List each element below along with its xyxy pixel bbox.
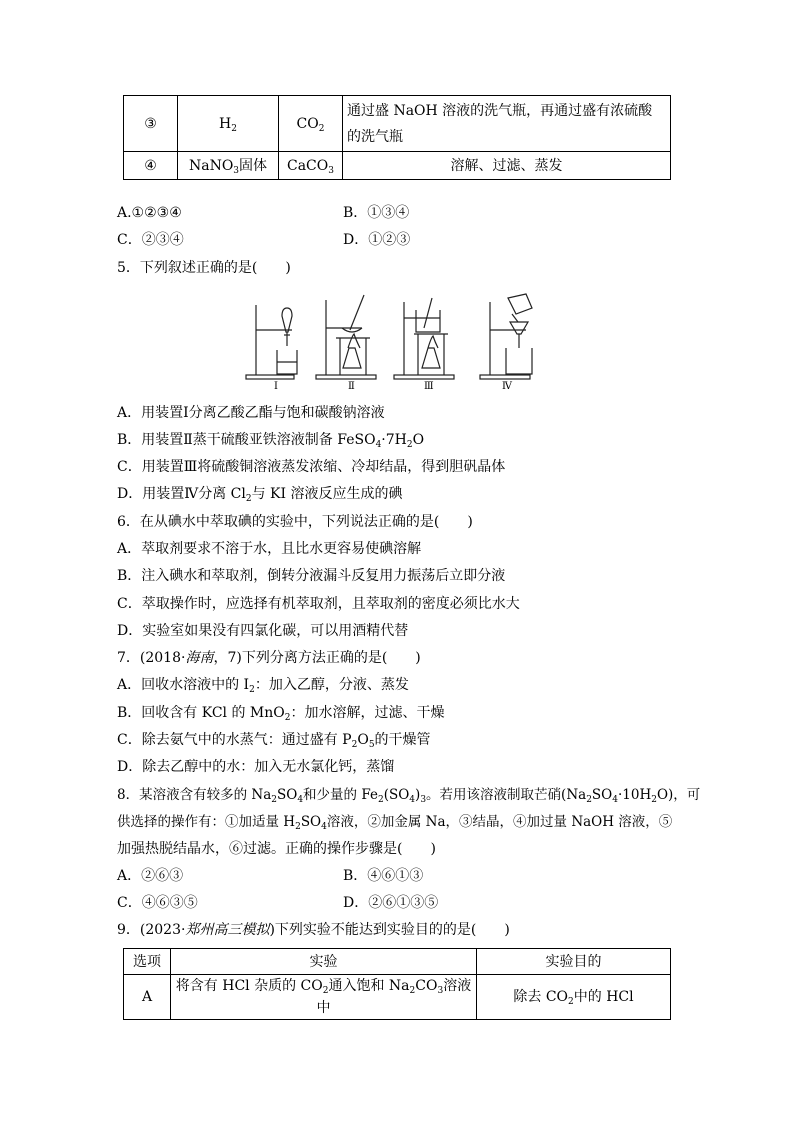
q9-stem: 9．(2023·郑州高三模拟)下列实验不能达到实验目的的是( ) xyxy=(117,922,510,938)
q4-option-c: C．②③④ xyxy=(117,232,184,248)
q5-option-d: D．用装置Ⅳ分离 $Cl_2$与 KI 溶液反应生成的碘 xyxy=(117,486,403,504)
q8-option-c: C．④⑥③⑤ xyxy=(117,895,198,911)
q6-option-d: D．实验室如果没有四氯化碳，可以用酒精代替 xyxy=(117,623,409,639)
header-option: 选项 xyxy=(124,949,171,975)
apparatus-iv xyxy=(480,294,532,379)
q8-option-b: B．④⑥①③ xyxy=(343,868,424,884)
q8-stem-line3: 加强热脱结晶水，⑥过滤。正确的操作步骤是( ) xyxy=(117,841,436,857)
q7-option-c: C．除去氨气中的水蒸气：通过盛有 $P_2O_5$的干燥管 xyxy=(117,732,431,750)
row-number: ④ xyxy=(124,152,178,180)
substance-cell: NaNO$_3$固体 xyxy=(178,152,279,180)
q7-option-a: A．回收水溶液中的 $I_2$：加入乙醇，分液、蒸发 xyxy=(117,677,409,695)
table-row xyxy=(124,96,671,152)
q5-option-c: C．用装置Ⅲ将硫酸铜溶液蒸发浓缩、冷却结晶，得到胆矾晶体 xyxy=(117,459,506,475)
source-label: 海南 xyxy=(185,650,214,666)
separation-table xyxy=(123,95,671,180)
q7-option-d: D．除去乙醇中的水：加入无水氯化钙，蒸馏 xyxy=(117,759,395,775)
q6-option-a: A．萃取剂要求不溶于水，且比水更容易使碘溶解 xyxy=(117,541,422,557)
apparatus-ii xyxy=(316,295,376,379)
label-ii: Ⅱ xyxy=(348,381,355,390)
experiment-cell: 将含有 HCl 杂质的 $CO_2$通入饱和 $Na_2CO_3$溶液中 xyxy=(171,975,477,1020)
q4-option-d: D．①②③ xyxy=(343,232,411,248)
label-iii: Ⅲ xyxy=(424,381,434,390)
label-i: Ⅰ xyxy=(274,381,278,390)
q6-stem: 6．在从碘水中萃取碘的实验中，下列说法正确的是( ) xyxy=(117,514,473,530)
q6-option-c: C．萃取操作时，应选择有机萃取剂，且萃取剂的密度必须比水大 xyxy=(117,596,520,612)
impurity-cell: $CO_2$ xyxy=(279,96,343,152)
method-cell: 通过盛 NaOH 溶液的洗气瓶，再通过盛有浓硫酸的洗气瓶 xyxy=(343,96,671,152)
q8-option-a: A．②⑥③ xyxy=(117,868,184,884)
q8-stem-line2: 供选择的操作有：①加适量 $H_2SO_4$溶液，②加金属 Na，③结晶，④加过量 NaOH 溶液，⑤ xyxy=(117,814,673,832)
q5-stem: 5．下列叙述正确的是( ) xyxy=(117,260,291,276)
impurity-cell: CaCO$_3$ xyxy=(279,152,343,180)
q4-option-b: B．①③④ xyxy=(343,205,410,221)
q5-option-a: A．用装置Ⅰ分离乙酸乙酯与饱和碳酸钠溶液 xyxy=(117,405,385,421)
label-iv: Ⅳ xyxy=(502,381,512,390)
substance-cell: $H_2$ xyxy=(178,96,279,152)
q6-option-b: B．注入碘水和萃取剂，倒转分液漏斗反复用力振荡后立即分液 xyxy=(117,568,506,584)
table-header-row xyxy=(124,949,671,975)
table-row xyxy=(124,152,671,180)
apparatus-iii xyxy=(394,298,454,379)
option-cell: A xyxy=(124,975,171,1020)
q5-option-b: B．用装置Ⅱ蒸干硫酸亚铁溶液制备 $FeSO_4\cdot 7H_2O$ xyxy=(117,432,425,450)
method-cell: 溶解、过滤、蒸发 xyxy=(343,152,671,180)
q8-option-d: D．②⑥①③⑤ xyxy=(343,895,439,911)
q8-stem-line1: 8．某溶液含有较多的 $Na_2SO_4$和少量的 $Fe_2(SO_4)_3$。若用该溶液制取芒硝$(Na_2SO_4\cdot 10H_2O)$，可 xyxy=(117,787,701,805)
apparatus-i xyxy=(246,305,297,379)
q7-stem: 7．(2018·海南，7)下列分离方法正确的是( ) xyxy=(117,650,421,666)
header-purpose: 实验目的 xyxy=(477,949,671,975)
source-label: 郑州高三模拟 xyxy=(185,922,270,938)
purpose-cell: 除去 $CO_2$中的 HCl xyxy=(477,975,671,1020)
header-experiment: 实验 xyxy=(171,949,477,975)
table-row xyxy=(124,975,671,1020)
apparatus-figure xyxy=(244,290,548,390)
q7-option-b: B．回收含有 KCl 的 MnO$_2$：加水溶解，过滤、干燥 xyxy=(117,705,445,723)
q4-option-a: A.①②③④ xyxy=(117,205,182,221)
experiment-table xyxy=(123,948,671,1020)
row-number: ③ xyxy=(124,96,178,152)
